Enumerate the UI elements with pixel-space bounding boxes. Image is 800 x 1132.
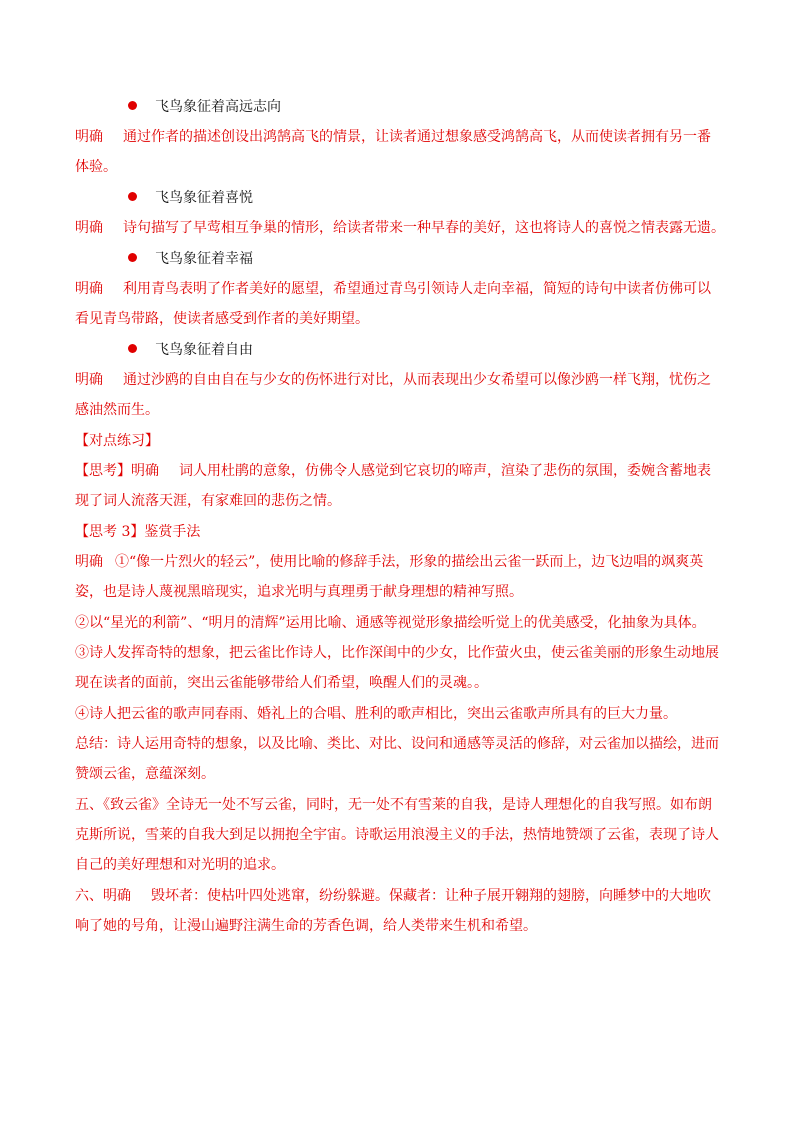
answer-line	[75, 886, 711, 906]
answer-line	[75, 552, 703, 572]
answer-text: 毁坏者：使枯叶四处逃窜，纷纷躲避。保藏者：让种子展开翱翔的翅膀，向睡梦中的大地吹	[151, 888, 711, 904]
answer-text: 通过作者的描述创设出鸿鹄高飞的情景，让读者通过想象感受鸿鹄高飞，从而使读者拥有另一番	[123, 129, 711, 145]
answer-line	[75, 309, 369, 329]
answer-line	[75, 461, 711, 481]
summary-line: 总结：诗人运用奇特的想象，以及比喻、类比、对比、设问和通感等灵活的修辞，对云雀加以描绘，进而	[75, 736, 719, 752]
answer-text: 感油然而生。	[75, 402, 159, 418]
answer-label: 明确	[75, 372, 103, 388]
answer-label: 六、明确	[75, 888, 131, 904]
bullet-item	[128, 188, 253, 208]
bullet-item	[128, 249, 253, 269]
answer-label: 明确	[75, 281, 103, 297]
summary-line: 赞颂云雀，意蕴深刻。	[75, 766, 215, 782]
answer-line: 五、《致云雀》全诗无一处不写云雀，同时，无一处不有雪莱的自我，是诗人理想化的自我写照。如布朗	[75, 797, 712, 813]
answer-line	[75, 127, 711, 147]
answer-label: 明确	[75, 554, 103, 570]
answer-line	[75, 218, 725, 238]
answer-line	[75, 491, 341, 511]
answer-line: 现在读者的面前，突出云雀能够带给人们希望，唤醒人们的灵魂。。	[75, 675, 488, 691]
answer-label: 明确	[75, 220, 103, 236]
answer-line: 响了她的号角，让漫山遍野注满生命的芳香色调，给人类带来生机和希望。	[75, 918, 537, 934]
answer-line: 姿，也是诗人蔑视黑暗现实，追求光明与真理勇于献身理想的精神写照。	[75, 584, 523, 600]
answer-text: 诗句描写了早莺相互争巢的情形，给读者带来一种早春的美好，这也将诗人的喜悦之情表露无遗。	[123, 220, 725, 236]
bullet-dot-icon	[128, 344, 137, 353]
answer-text: ①“像一片烈火的轻云”，使用比喻的修辞手法，形象的描绘出云雀一跃而上，边飞边唱的飒爽英	[115, 554, 704, 570]
answer-line	[75, 370, 711, 390]
section-heading: 【对点练习】	[75, 433, 159, 449]
bullet-text: 飞鸟象征着喜悦	[155, 190, 253, 206]
answer-text: 看见青鸟带路，使读者感受到作者的美好期望。	[75, 311, 369, 327]
answer-line: ④诗人把云雀的歌声同春雨、婚礼上的合唱、胜利的歌声相比，突出云雀歌声所具有的巨大力量。	[75, 706, 677, 722]
answer-line	[75, 157, 117, 177]
answer-line: 克斯所说，雪莱的自我大到足以拥抱全宇宙。诗歌运用浪漫主义的手法，热情地赞颂了云雀，表现了诗人	[75, 827, 719, 843]
answer-line	[75, 279, 711, 299]
answer-text: 利用青鸟表明了作者美好的愿望，希望通过青鸟引领诗人走向幸福，简短的诗句中读者仿佛可以	[123, 281, 711, 297]
answer-text: 体验。	[75, 159, 117, 175]
bullet-text: 飞鸟象征着高远志向	[155, 99, 281, 115]
answer-line: ②以“星光的利箭”、“明月的清辉”运用比喻、通感等视觉形象描绘听觉上的优美感受，化抽象为具体。	[75, 615, 706, 631]
answer-line: 自己的美好理想和对光明的追求。	[75, 857, 285, 873]
section-heading: 【思考 3】鉴赏手法	[75, 524, 201, 540]
bullet-dot-icon	[128, 253, 137, 262]
answer-line	[75, 400, 159, 420]
bullet-item	[128, 340, 253, 360]
answer-line: ③诗人发挥奇特的想象，把云雀比作诗人，比作深闺中的少女，比作萤火虫，使云雀美丽的形象生动地展	[75, 645, 719, 661]
answer-label: 【思考】明确	[75, 463, 159, 479]
answer-text: 词人用杜鹃的意象，仿佛令人感觉到它哀切的啼声，渲染了悲伤的氛围，委婉含蓄地表	[179, 463, 711, 479]
answer-text: 现了词人流落天涯，有家难回的悲伤之情。	[75, 493, 341, 509]
answer-label: 明确	[75, 129, 103, 145]
bullet-item	[128, 97, 281, 117]
answer-text: 通过沙鸥的自由自在与少女的伤怀进行对比，从而表现出少女希望可以像沙鸥一样飞翔，忧伤之	[123, 372, 711, 388]
bullet-dot-icon	[128, 101, 137, 110]
bullet-text: 飞鸟象征着自由	[155, 342, 253, 358]
bullet-text: 飞鸟象征着幸福	[155, 251, 253, 267]
bullet-dot-icon	[128, 192, 137, 201]
